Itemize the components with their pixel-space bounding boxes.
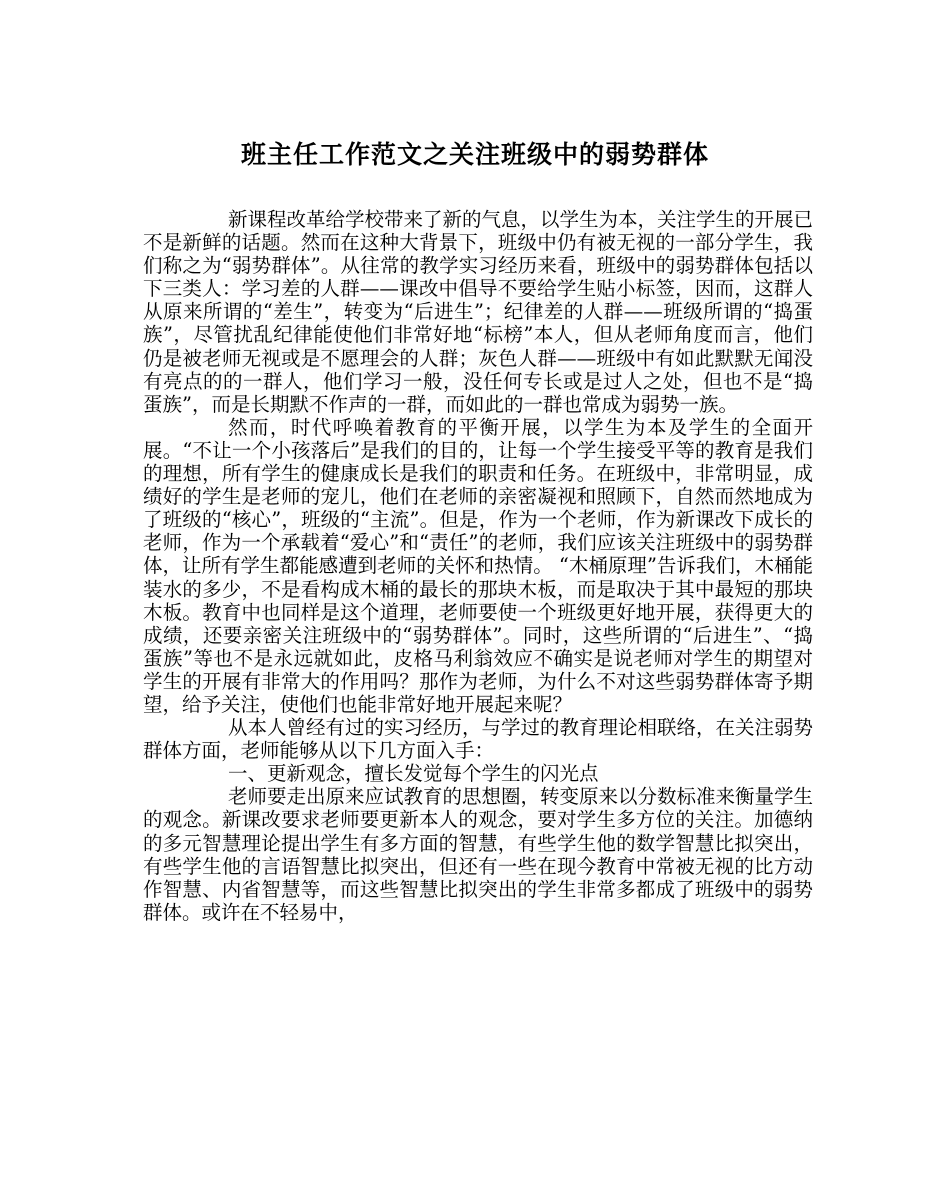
document-body — [143, 208, 813, 924]
section-heading-1: 一、更新观念，擅长发觉每个学生的闪光点 — [228, 762, 599, 786]
paragraph-approach: 从本人曾经有过的实习经历，与学过的教育理论相联络，在关注弱势群体方面，老师能够从以下几方面入手： — [143, 716, 814, 763]
paragraph-intro: 新课程改革给学校带来了新的气息，以学生为本，关注学生的开展已不是新鲜的话题。然而在这种大背景下，班级中仍有被无视的一部分学生，我们称之为“弱势群体”。从往常的教学实习经历来看，班级中的弱势群体包括以下三类人：学习差的人群——课改中倡导不要给学生贴小标签，因而，这群人从原来所谓的“差生”，转变为“后进生”；纪律差的人群——班级所谓的“捣蛋族”，尽管扰乱纪律能使他们非常好地“标榜”本人，但从老师角度而言，他们仍是被老师无视或是不愿理会的人群；灰色人群——班级中有如此默默无闻没有亮点的的一群人，他们学习一般，没任何专长或是过人之处，但也不是“捣蛋族”，而是长期默不作声的一群，而如此的一群也常成为弱势一族。 — [143, 208, 814, 416]
paragraph-section-1: 老师要走出原来应试教育的思想圈，转变原来以分数标准来衡量学生的观念。新课改要求老师要更新本人的观念，要对学生多方位的关注。加德纳的多元智慧理论提出学生有多方面的智慧，有些学生他的数学智慧比拟突出，有些学生他的言语智慧比拟突出，但还有一些在现今教育中常被无视的比方动作智慧、内省智慧等，而这些智慧比拟突出的学生非常多都成了班级中的弱势群体。或许在不轻易中， — [143, 785, 814, 924]
document-title: 班主任工作范文之关注班级中的弱势群体 — [240, 140, 709, 169]
paragraph-reasoning: 然而，时代呼唤着教育的平衡开展，以学生为本及学生的全面开展。“不让一个小孩落后”是我们的目的，让每一个学生接受平等的教育是我们的理想，所有学生的健康成长是我们的职责和任务。在班级中，非常明显，成绩好的学生是老师的宠儿，他们在老师的亲密凝视和照顾下，自然而然地成为了班级的“核心”，班级的“主流”。但是，作为一个老师，作为新课改下成长的老师，作为一个承载着“爱心”和“责任”的老师，我们应该关注班级中的弱势群体，让所有学生都能感遭到老师的关怀和热情。 “木桶原理”告诉我们，木桶能装水的多少，不是看构成木桶的最长的那块木板，而是取决于其中最短的那块木板。教育中也同样是这个道理，老师要使一个班级更好地开展，获得更大的成绩，还要亲密关注班级中的“弱势群体”。同时，这些所谓的“后进生”、“捣蛋族”等也不是永远就如此，皮格马利翁效应不确实是说老师对学生的期望对学生的开展有非常大的作用吗？那作为老师，为什么不对这些弱势群体寄予期望，给予关注，使他们也能非常好地开展起来呢？ — [143, 415, 813, 716]
